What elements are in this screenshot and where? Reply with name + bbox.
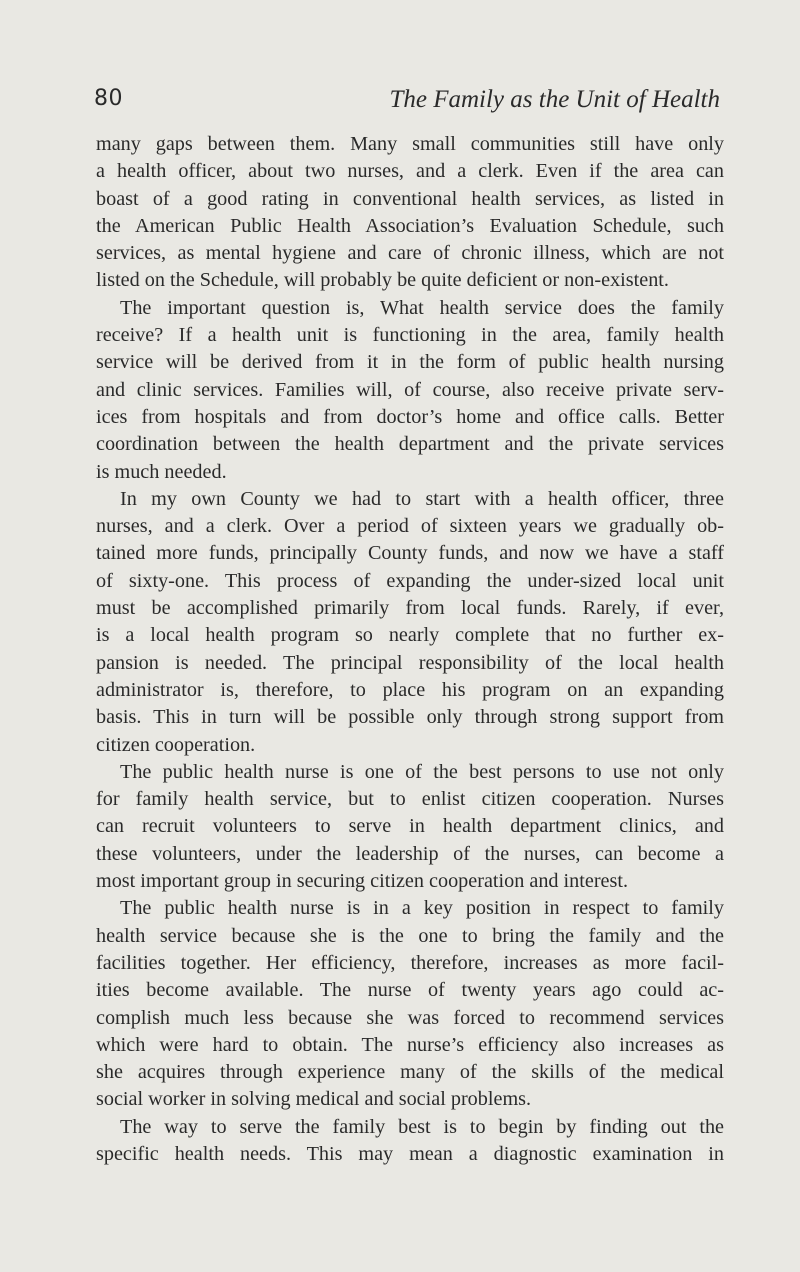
text-line: these volunteers, under the leadership of the nurses, can become a [96,842,724,865]
text-line: must be accomplished primarily from local funds. Rarely, if ever, [96,597,724,620]
text-line: and clinic services. Families will, of course, also receive private serv- [96,378,724,401]
text-line: basis. This in turn will be possible only through strong support from [96,706,724,729]
text-line: of sixty-one. This process of expanding the under-sized local unit [96,569,724,592]
text-line: social worker in solving medical and social problems. [96,1088,532,1111]
text-line: for family health service, but to enlist citizen cooperation. Nurses [96,788,724,811]
text-line: health service because she is the one to bring the family and the [96,924,724,947]
text-line: a health officer, about two nurses, and a clerk. Even if the area can [96,160,724,183]
text-line: service will be derived from it in the form of public health nursing [96,351,724,374]
text-line: the American Public Health Association’s Evaluation Schedule, such [96,214,724,237]
text-line: most important group in securing citizen cooperation and interest. [96,870,629,893]
text-line: boast of a good rating in conventional health services, as listed in [96,187,724,210]
text-line: ices from hospitals and from doctor’s home and office calls. Better [96,405,724,428]
text-line: pansion is needed. The principal responsibility of the local health [96,651,724,674]
text-line: is much needed. [96,460,227,483]
running-head [94,86,720,126]
text-line: specific health needs. This may mean a diagnostic examination in [96,1142,724,1165]
page-number: 80 [94,86,123,111]
text-line: many gaps between them. Many small communities still have only [96,133,724,155]
text-line: can recruit volunteers to serve in health department clinics, and [96,815,724,838]
text-line: The public health nurse is one of the best persons to use not only [120,760,724,783]
text-line: coordination between the health department and the private services [96,433,724,456]
text-line: she acquires through experience many of the skills of the medical [96,1061,724,1084]
text-line: nurses, and a clerk. Over a period of sixteen years we gradually ob- [96,515,724,538]
text-line: facilities together. Her efficiency, therefore, increases as more facil- [96,951,724,974]
text-line: listed on the Schedule, will probably be quite deficient or non-existent. [96,269,669,292]
text-line: The public health nurse is in a key position in respect to family [120,897,724,920]
text-line: complish much less because she was forced to recommend services [96,1006,724,1029]
text-line: which were hard to obtain. The nurse’s efficiency also increases as [96,1033,724,1056]
text-line: The way to serve the family best is to begin by finding out the [120,1115,724,1138]
text-line: The important question is, What health service does the family [120,296,724,319]
text-line: receive? If a health unit is functioning in the area, family health [96,324,724,347]
text-line: tained more funds, principally County funds, and now we have a staff [96,542,724,565]
text-line: In my own County we had to start with a health officer, three [120,487,724,510]
text-line: ities become available. The nurse of twenty years ago could ac- [96,979,724,1002]
text-line: administrator is, therefore, to place his program on an expanding [96,678,724,701]
body-text [96,131,724,1168]
running-title: The Family as the Unit of Health [389,86,720,113]
text-line: citizen cooperation. [96,733,256,756]
text-line: services, as mental hygiene and care of chronic illness, which are not [96,242,724,265]
text-line: is a local health program so nearly complete that no further ex- [96,624,724,647]
